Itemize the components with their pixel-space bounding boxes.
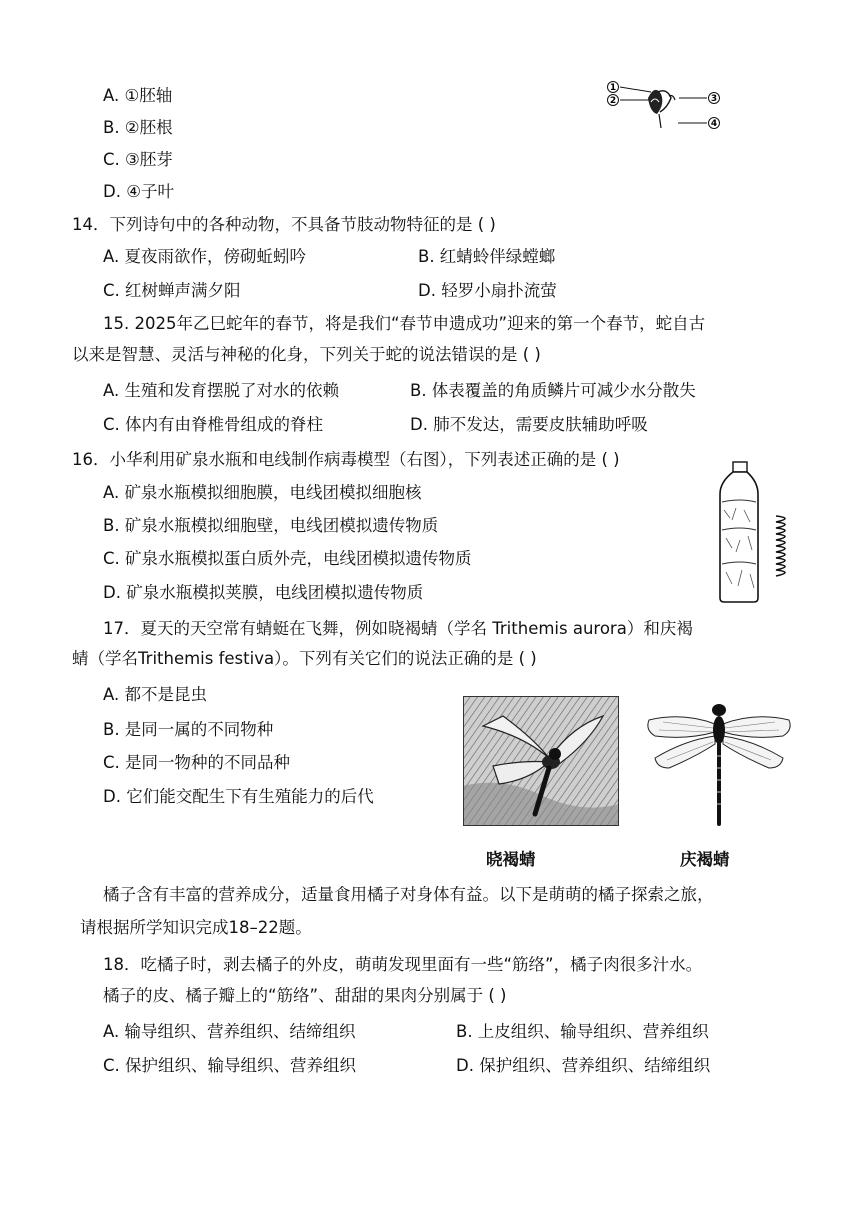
q18-stem-line1: 18．吃橘子时，剥去橘子的外皮，萌萌发现里面有一些“筋络”，橘子肉很多汁水。 [103, 955, 703, 974]
q13-option-b: B. ②胚根 [103, 118, 173, 137]
seed-structure-figure [603, 78, 728, 134]
caption-festiva: 庆褐蜻 [680, 850, 730, 869]
q15-stem-line1: 15. 2025年乙巳蛇年的春节，将是我们“春节申遗成功”迎来的第一个春节，蛇自古 [103, 314, 706, 333]
q16-option-c: C. 矿泉水瓶模拟蛋白质外壳，电线团模拟遗传物质 [103, 549, 472, 568]
q18-option-c: C. 保护组织、输导组织、营养组织 [103, 1056, 357, 1075]
svg-text:3: 3 [710, 94, 718, 104]
q17-option-a: A. 都不是昆虫 [103, 685, 207, 704]
intro-line2: 请根据所学知识完成18–22题。 [80, 918, 312, 937]
q17-option-c: C. 是同一物种的不同品种 [103, 753, 291, 772]
q15-option-a: A. 生殖和发育摆脱了对水的依赖 [103, 381, 339, 400]
intro-line1: 橘子含有丰富的营养成分，适量食用橘子对身体有益。以下是萌萌的橘子探索之旅， [103, 885, 714, 904]
q14-stem: 14．下列诗句中的各种动物，不具备节肢动物特征的是 ( ) [72, 215, 496, 234]
dragonfly-photo-aurora [463, 696, 619, 826]
q16-option-a: A. 矿泉水瓶模拟细胞膜，电线团模拟细胞核 [103, 483, 422, 502]
q18-option-a: A. 输导组织、营养组织、结缔组织 [103, 1022, 356, 1041]
seed-drawing [648, 90, 675, 128]
svg-text:2: 2 [609, 96, 617, 106]
wire-coil-drawing [776, 516, 785, 576]
q17-option-b: B. 是同一属的不同物种 [103, 720, 274, 739]
q16-option-b: B. 矿泉水瓶模拟细胞壁，电线团模拟遗传物质 [103, 516, 439, 535]
q17-stem-line2: 蜻（学名Trithemis festiva）。下列有关它们的说法正确的是 ( ) [72, 649, 537, 668]
q17-option-d: D. 它们能交配生下有生殖能力的后代 [103, 787, 374, 806]
svg-text:1: 1 [609, 83, 617, 93]
q13-option-c: C. ③胚芽 [103, 150, 173, 169]
water-bottle-drawing [720, 462, 758, 602]
svg-text:4: 4 [710, 119, 718, 129]
q16-stem: 16．小华利用矿泉水瓶和电线制作病毒模型（右图），下列表述正确的是 ( ) [72, 450, 620, 469]
q14-option-a: A. 夏夜雨欲作，傍砌蚯蚓吟 [103, 247, 306, 266]
q18-stem-line2: 橘子的皮、橘子瓣上的“筋络”、甜甜的果肉分别属于 ( ) [103, 986, 507, 1005]
q15-stem-line2: 以来是智慧、灵活与神秘的化身，下列关于蛇的说法错误的是 ( ) [72, 345, 541, 364]
q16-option-d: D. 矿泉水瓶模拟荚膜，电线团模拟遗传物质 [103, 583, 424, 602]
q15-option-b: B. 体表覆盖的角质鳞片可减少水分散失 [410, 381, 696, 400]
q14-option-c: C. 红树蝉声满夕阳 [103, 281, 241, 300]
q15-option-d: D. 肺不发达，需要皮肤辅助呼吸 [410, 415, 648, 434]
q15-option-c: C. 体内有由脊椎骨组成的脊柱 [103, 415, 324, 434]
q17-stem-line1: 17．夏天的天空常有蜻蜓在飞舞，例如晓褐蜻（学名 Trithemis aurora）和庆褐 [103, 619, 693, 638]
q13-option-d: D. ④子叶 [103, 182, 174, 201]
caption-aurora: 晓褐蜻 [486, 850, 536, 869]
q18-option-b: B. 上皮组织、输导组织、营养组织 [456, 1022, 709, 1041]
dragonfly-drawing-festiva [643, 700, 795, 830]
q18-option-d: D. 保护组织、营养组织、结缔组织 [456, 1056, 711, 1075]
q14-option-b: B. 红蜻蛉伴绿螳螂 [418, 247, 556, 266]
q13-option-a: A. ①胚轴 [103, 86, 173, 105]
q14-option-d: D. 轻罗小扇扑流萤 [418, 281, 557, 300]
virus-model-figure [710, 460, 802, 606]
